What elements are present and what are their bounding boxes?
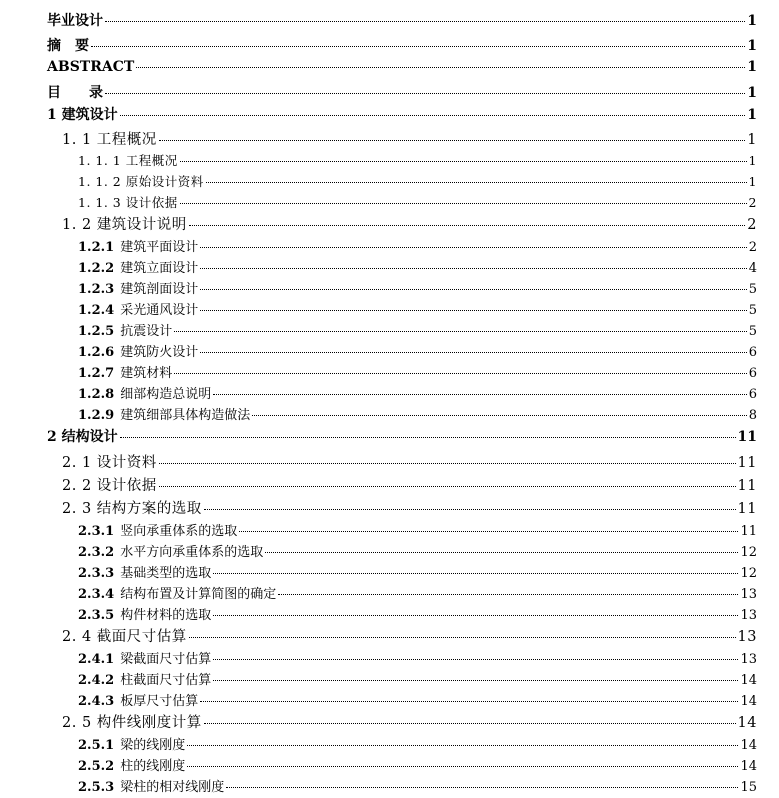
toc-leader (105, 21, 745, 22)
toc-page: 13 (737, 629, 757, 645)
toc-entry[interactable] (78, 776, 757, 795)
toc-title: 2. 5 构件线刚度计算 (62, 715, 202, 731)
toc-leader (200, 289, 747, 290)
toc-page: 14 (740, 759, 757, 774)
toc-title: 建筑材料 (120, 366, 173, 381)
toc-title: 水平方向承重体系的选取 (120, 545, 264, 560)
toc-entry[interactable] (78, 669, 757, 688)
toc-entry[interactable] (62, 497, 757, 518)
toc-title: 梁柱的相对线刚度 (120, 780, 225, 795)
toc-title: 1. 1. 3 设计依据 (78, 195, 178, 210)
toc-title: 1. 1 工程概况 (62, 132, 157, 148)
toc-page: 1 (747, 38, 757, 54)
toc-page: 5 (748, 282, 757, 297)
toc-entry[interactable] (78, 172, 757, 190)
toc-page: 5 (748, 324, 757, 339)
toc-leader (200, 247, 747, 248)
toc-page: 14 (740, 694, 757, 709)
toc-page: 6 (748, 387, 757, 402)
toc-title: 柱截面尺寸估算 (120, 673, 212, 688)
toc-title: 2. 1 设计资料 (62, 455, 157, 471)
toc-entry[interactable] (62, 711, 757, 732)
toc-leader (159, 486, 736, 487)
toc-page: 2 (748, 240, 757, 255)
toc-number: 1.2.5 (78, 324, 115, 339)
toc-number: 2.3.4 (78, 587, 115, 602)
toc-page: 13 (740, 652, 757, 667)
toc-leader (91, 46, 745, 47)
toc-number: 1.2.2 (78, 261, 115, 276)
toc-entry[interactable] (62, 625, 757, 646)
toc-entry[interactable] (78, 362, 757, 381)
toc-entry[interactable] (47, 35, 757, 55)
toc-entry[interactable] (78, 299, 757, 318)
toc-title: 采光通风设计 (120, 303, 199, 318)
toc-entry[interactable] (78, 583, 757, 602)
toc-leader (200, 310, 747, 311)
toc-entry[interactable] (78, 648, 757, 667)
toc-entry[interactable] (78, 151, 757, 169)
toc-page: 11 (737, 429, 757, 445)
toc-number: 1.2.8 (78, 387, 115, 402)
toc-title: 目 录 (47, 85, 103, 101)
toc-title: 建筑平面设计 (120, 240, 199, 255)
toc-leader (187, 745, 738, 746)
toc-title: 1. 1. 2 原始设计资料 (78, 174, 204, 189)
toc-title: 结构布置及计算简图的确定 (120, 587, 277, 602)
toc-title: 板厚尺寸估算 (120, 694, 199, 709)
toc-entry[interactable] (78, 520, 757, 539)
toc-leader (174, 373, 747, 374)
toc-number: 2.5.1 (78, 738, 115, 753)
toc-title: 2 结构设计 (47, 429, 118, 445)
toc-title: 梁的线刚度 (120, 738, 186, 753)
toc-title: 1. 2 建筑设计说明 (62, 217, 187, 233)
toc-leader (189, 225, 745, 226)
toc-page: 12 (740, 545, 757, 560)
toc-entry[interactable] (78, 341, 757, 360)
toc-number: 1.2.1 (78, 240, 115, 255)
toc-entry[interactable] (62, 213, 757, 234)
toc-leader (200, 701, 738, 702)
toc-leader (180, 203, 747, 204)
toc-page: 1 (747, 107, 757, 123)
toc-page: 8 (748, 408, 757, 423)
toc-title: 柱的线刚度 (120, 759, 186, 774)
toc-number: 1.2.3 (78, 282, 115, 297)
toc-leader (189, 637, 736, 638)
toc-number: 2.4.1 (78, 652, 115, 667)
toc-page: 1 (747, 13, 757, 29)
toc-leader (200, 352, 747, 353)
toc-title: 梁截面尺寸估算 (120, 652, 212, 667)
toc-number: 1.2.9 (78, 408, 115, 423)
toc-entry[interactable] (62, 128, 757, 149)
toc-page: 15 (740, 780, 757, 795)
toc-entry[interactable] (78, 690, 757, 709)
toc-number: 1.2.7 (78, 366, 115, 381)
toc-entry[interactable] (78, 755, 757, 774)
toc-entry[interactable] (78, 193, 757, 211)
toc-number: 2.5.2 (78, 759, 115, 774)
toc-page: 11 (737, 455, 757, 471)
toc-page: 11 (740, 524, 757, 539)
toc-leader (204, 509, 736, 510)
toc-number: 2.5.3 (78, 780, 115, 795)
toc-title: 竖向承重体系的选取 (120, 524, 238, 539)
toc-number: 2.3.1 (78, 524, 115, 539)
toc-entry[interactable] (78, 734, 757, 753)
toc-page: 1 (748, 174, 757, 189)
toc-leader (213, 615, 738, 616)
toc-leader (239, 531, 738, 532)
toc-number: 2.3.3 (78, 566, 115, 581)
toc-entry[interactable] (78, 541, 757, 560)
toc-page: 13 (740, 587, 757, 602)
toc-leader (159, 463, 736, 464)
toc-leader (265, 552, 738, 553)
toc-page: 11 (737, 501, 757, 517)
toc-entry[interactable] (78, 404, 757, 423)
toc-number: 2.4.3 (78, 694, 115, 709)
toc-entry[interactable] (62, 474, 757, 495)
toc-leader (180, 161, 747, 162)
toc-leader (136, 67, 745, 68)
toc-leader (120, 437, 736, 438)
toc-leader (174, 331, 747, 332)
toc-leader (252, 415, 747, 416)
toc-leader (226, 787, 738, 788)
toc-title: 1 建筑设计 (47, 107, 118, 123)
toc-entry[interactable] (78, 320, 757, 339)
toc-page: 6 (748, 366, 757, 381)
toc-entry[interactable] (47, 82, 757, 102)
toc-page: 1 (748, 153, 757, 168)
toc-page: 12 (740, 566, 757, 581)
toc-leader (278, 594, 738, 595)
toc-page: 1 (747, 85, 757, 101)
toc-page: 2 (747, 217, 757, 233)
toc-title: 2. 2 设计依据 (62, 478, 157, 494)
toc-title: 建筑防火设计 (120, 345, 199, 360)
toc-title: ABSTRACT (47, 59, 135, 75)
toc-page: 14 (737, 715, 757, 731)
toc-title: 毕业设计 (47, 13, 103, 29)
toc-entry[interactable] (47, 426, 757, 446)
toc-title: 构件材料的选取 (120, 608, 212, 623)
toc-page: 6 (748, 345, 757, 360)
toc-entry[interactable] (78, 257, 757, 276)
toc-leader (105, 93, 745, 94)
toc-entry[interactable] (47, 10, 757, 30)
toc-entry[interactable] (47, 104, 757, 124)
toc-page: 14 (740, 673, 757, 688)
toc-number: 1.2.4 (78, 303, 115, 318)
toc-leader (159, 140, 745, 141)
toc-entry[interactable] (78, 383, 757, 402)
toc-title: 摘 要 (47, 38, 89, 54)
toc-title: 1. 1. 1 工程概况 (78, 153, 178, 168)
toc-number: 2.4.2 (78, 673, 115, 688)
toc-entry[interactable] (78, 562, 757, 581)
toc-page: 14 (740, 738, 757, 753)
toc-leader (200, 268, 747, 269)
toc-number: 1.2.6 (78, 345, 115, 360)
toc-title: 2. 3 结构方案的选取 (62, 501, 202, 517)
toc-leader (120, 115, 746, 116)
toc-page: 4 (748, 261, 757, 276)
toc-page: 13 (740, 608, 757, 623)
toc-title: 抗震设计 (120, 324, 173, 339)
toc-leader (213, 659, 738, 660)
toc-title: 2. 4 截面尺寸估算 (62, 629, 187, 645)
toc-entry[interactable] (78, 278, 757, 297)
toc-title: 细部构造总说明 (120, 387, 212, 402)
toc-page: 1 (747, 59, 757, 75)
toc-entry[interactable] (78, 604, 757, 623)
toc-page: 5 (748, 303, 757, 318)
toc-number: 2.3.5 (78, 608, 115, 623)
toc-number: 2.3.2 (78, 545, 115, 560)
toc-page: 1 (747, 132, 757, 148)
toc-entry[interactable] (47, 59, 757, 75)
toc-leader (206, 182, 747, 183)
toc-title: 建筑立面设计 (120, 261, 199, 276)
toc-entry[interactable] (78, 236, 757, 255)
toc-title: 基础类型的选取 (120, 566, 212, 581)
toc-entry[interactable] (62, 451, 757, 472)
toc-leader (213, 680, 738, 681)
toc-page: 11 (737, 478, 757, 494)
toc-leader (213, 573, 738, 574)
toc-leader (213, 394, 747, 395)
toc-title: 建筑剖面设计 (120, 282, 199, 297)
toc-title: 建筑细部具体构造做法 (120, 408, 251, 423)
toc-leader (204, 723, 736, 724)
toc-leader (187, 766, 738, 767)
toc-page: 2 (748, 195, 757, 210)
